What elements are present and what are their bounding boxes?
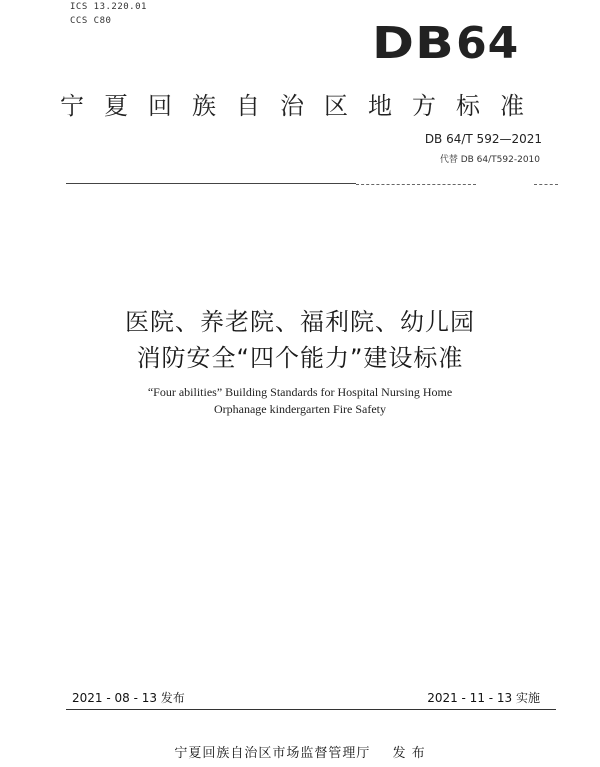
standard-number: DB 64/T 592—2021 <box>424 132 542 146</box>
issuer-name: 宁夏回族自治区市场监督管理厅 <box>174 746 371 761</box>
db-logo <box>372 18 520 69</box>
header-divider-dashed-end <box>534 184 558 185</box>
issuer-action: 发 布 <box>392 746 426 761</box>
logo-number-text: 64 <box>456 18 520 69</box>
footer-divider <box>66 709 556 710</box>
title-english-line-2: Orphanage kindergarten Fire Safety <box>213 402 387 416</box>
replaces-standard: 代替 DB 64/T592-2010 <box>439 155 540 165</box>
title-english-line-1: “Four abilities” Building Standards for Hospital Nursing Home <box>147 385 453 399</box>
ics-code: ICS 13.220.01 <box>70 2 147 12</box>
issuer <box>0 742 600 761</box>
ccs-code: CCS C80 <box>70 16 112 26</box>
region-standard-title: 宁夏回族自治区地方标准 <box>60 92 544 120</box>
header-divider-dashed <box>356 184 476 185</box>
logo-db-text: DB <box>372 18 455 69</box>
header-divider <box>66 183 356 184</box>
title-chinese-line-1: 医院、养老院、福利院、幼儿园 <box>125 308 475 336</box>
title-chinese-line-2: 消防安全“四个能力”建设标准 <box>136 344 464 372</box>
publish-date: 2021 - 08 - 13 发布 <box>72 691 185 705</box>
implement-date: 2021 - 11 - 13 实施 <box>427 691 540 705</box>
